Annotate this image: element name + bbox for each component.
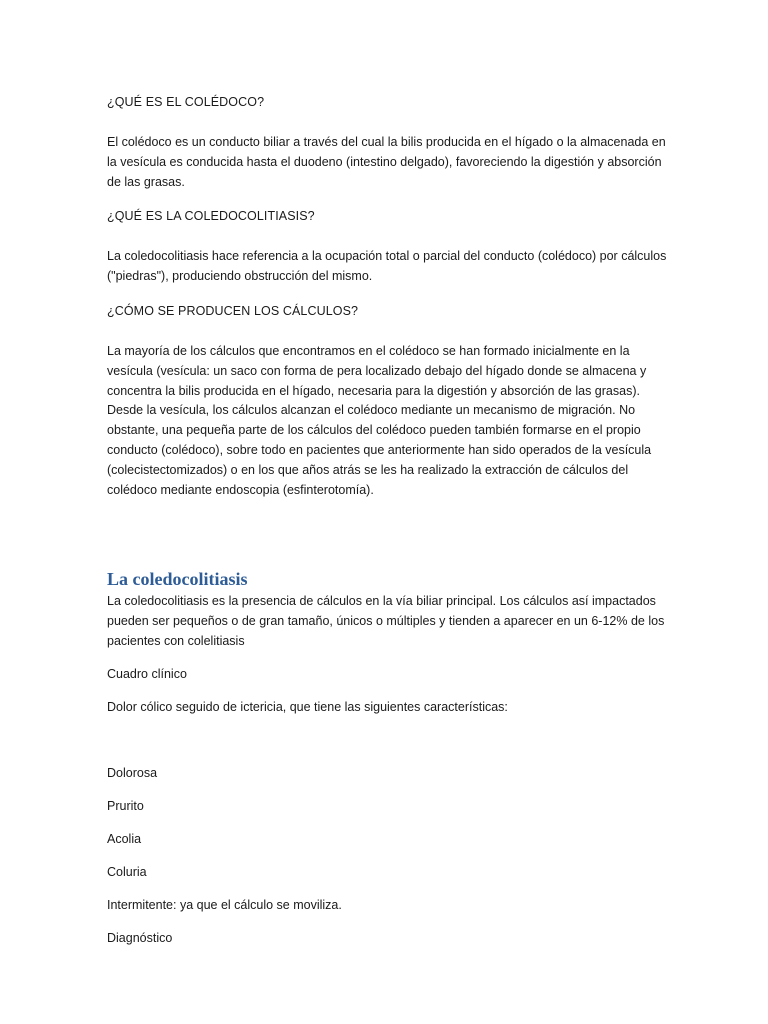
feature-item: Dolorosa <box>107 765 158 780</box>
feature-item: Intermitente: ya que el cálculo se moviliza. <box>107 897 342 912</box>
question-como-se-producen: ¿CÓMO SE PRODUCEN LOS CÁLCULOS? <box>107 303 359 318</box>
question-que-es-coledoco: ¿QUÉ ES EL COLÉDOCO? <box>107 95 265 109</box>
paragraph-coledocolitiasis-definition: La coledocolitiasis hace referencia a la ocupación total o parcial del conducto (colédoco) por cálculos ("piedras"), produciendo obstrucción del mismo. <box>107 249 667 284</box>
question-que-es-coledocolitiasis: ¿QUÉ ES LA COLEDOCOLITIASIS? <box>107 209 315 224</box>
feature-item: Acolia <box>107 831 142 846</box>
document-page <box>107 92 667 961</box>
section-heading: La coledocolitiasis <box>107 569 248 590</box>
cuadro-clinico-label: Cuadro clínico <box>107 666 187 681</box>
feature-item: Coluria <box>107 864 147 879</box>
feature-item: Prurito <box>107 798 144 813</box>
spacer <box>107 730 667 763</box>
dolor-line: Dolor cólico seguido de ictericia, que tiene las siguientes características: <box>107 699 508 714</box>
paragraph-coledoco-definition: El colédoco es un conducto biliar a través del cual la bilis producida en el hígado o la almacenada en la vesícula es conducida hasta el duodeno (intestino delgado), favoreciendo la digestión y absorción de las grasas. <box>107 135 666 189</box>
paragraph-intro: La coledocolitiasis es la presencia de cálculos en la vía biliar principal. Los cálculos así impactados pueden ser pequeños o de gran tamaño, únicos o múltiples y tienden a aparecer en un 6-12% de los pacientes con colelitiasis <box>107 594 665 648</box>
feature-item: Diagnóstico <box>107 930 173 945</box>
paragraph-formacion-calculos: La mayoría de los cálculos que encontramos en el colédoco se han formado inicialmente en la vesícula (vesícula: un saco con forma de pera localizado debajo del hígado donde se almacena y concentra la bilis producida en el hígado, necesaria para la digestión y absorción de las grasas). Desde la vesícula, los cálculos alcanzan el colédoco mediante un mecanismo de migración. No obstante, una pequeña parte de los cálculos del colédoco pueden también formarse en el propio conducto (colédoco), sobre todo en pacientes que anteriormente han sido operados de la vesícula (colecistectomizados) o en los que años atrás se les ha realizado la extracción de cálculos del colédoco mediante endoscopia (esfinterotomía). <box>107 343 652 497</box>
